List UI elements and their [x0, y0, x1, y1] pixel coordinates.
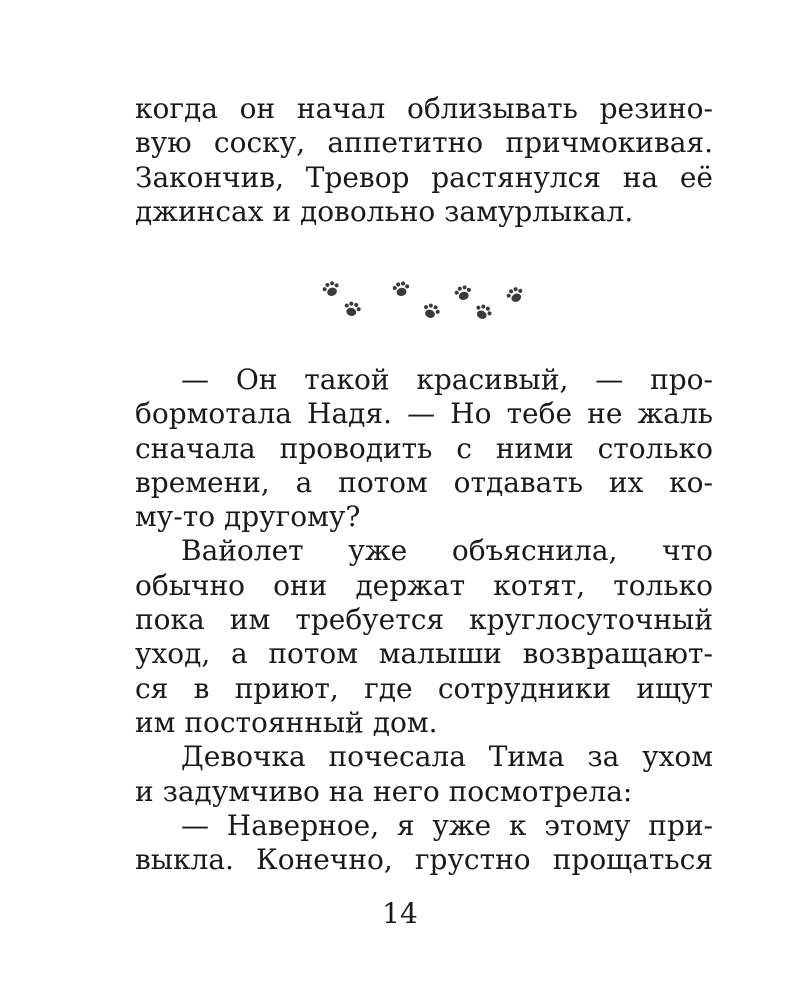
- text-line: Девочка почесала Тима за ухом: [181, 740, 713, 774]
- text-line: ся в приют, где сотрудники ищут: [135, 671, 713, 705]
- text-line: времени, а потом отдавать их ко-: [135, 465, 713, 499]
- text-line: — Он такой красивый, — про-: [181, 363, 713, 396]
- paw-print-icon: [453, 284, 473, 302]
- text-line: обычно они держат котят, только: [135, 568, 713, 602]
- text-line: сначала проводить с ними столько: [135, 431, 713, 465]
- paw-print-icon: [342, 300, 362, 318]
- text-line: уход, а потом малыши возвращают-: [135, 637, 713, 671]
- text-line: Закончив, Тревор растянулся на её: [135, 160, 713, 194]
- text-block-main: [135, 363, 713, 877]
- text-line: джинсах и довольно замурлыкал.: [135, 194, 634, 228]
- text-line: когда он начал облизывать резино-: [135, 92, 713, 125]
- paw-print-icon: [421, 302, 441, 320]
- text-line: бормотала Надя. — Но тебе не жаль: [135, 397, 713, 431]
- paw-print-icon: [505, 286, 525, 304]
- text-line: му-то другому?: [135, 500, 361, 534]
- text-line: им постоянный дом.: [135, 705, 438, 739]
- paw-print-icon: [473, 303, 493, 321]
- text-line: вую соску, аппетитно причмокивая.: [135, 126, 713, 160]
- page-number: 14: [382, 897, 418, 930]
- text-line: и задумчиво на него посмотрела:: [135, 774, 633, 808]
- paw-prints-divider: [315, 276, 535, 326]
- text-line: Вайолет уже объяснила, что: [181, 534, 713, 568]
- text-block-top: [135, 92, 713, 229]
- text-line: — Наверное, я уже к этому при-: [181, 808, 713, 842]
- text-line: пока им требуется круглосуточный: [135, 603, 713, 637]
- text-line: выкла. Конечно, грустно прощаться: [135, 843, 713, 877]
- paw-print-icon: [391, 280, 411, 298]
- paw-print-icon: [321, 280, 341, 298]
